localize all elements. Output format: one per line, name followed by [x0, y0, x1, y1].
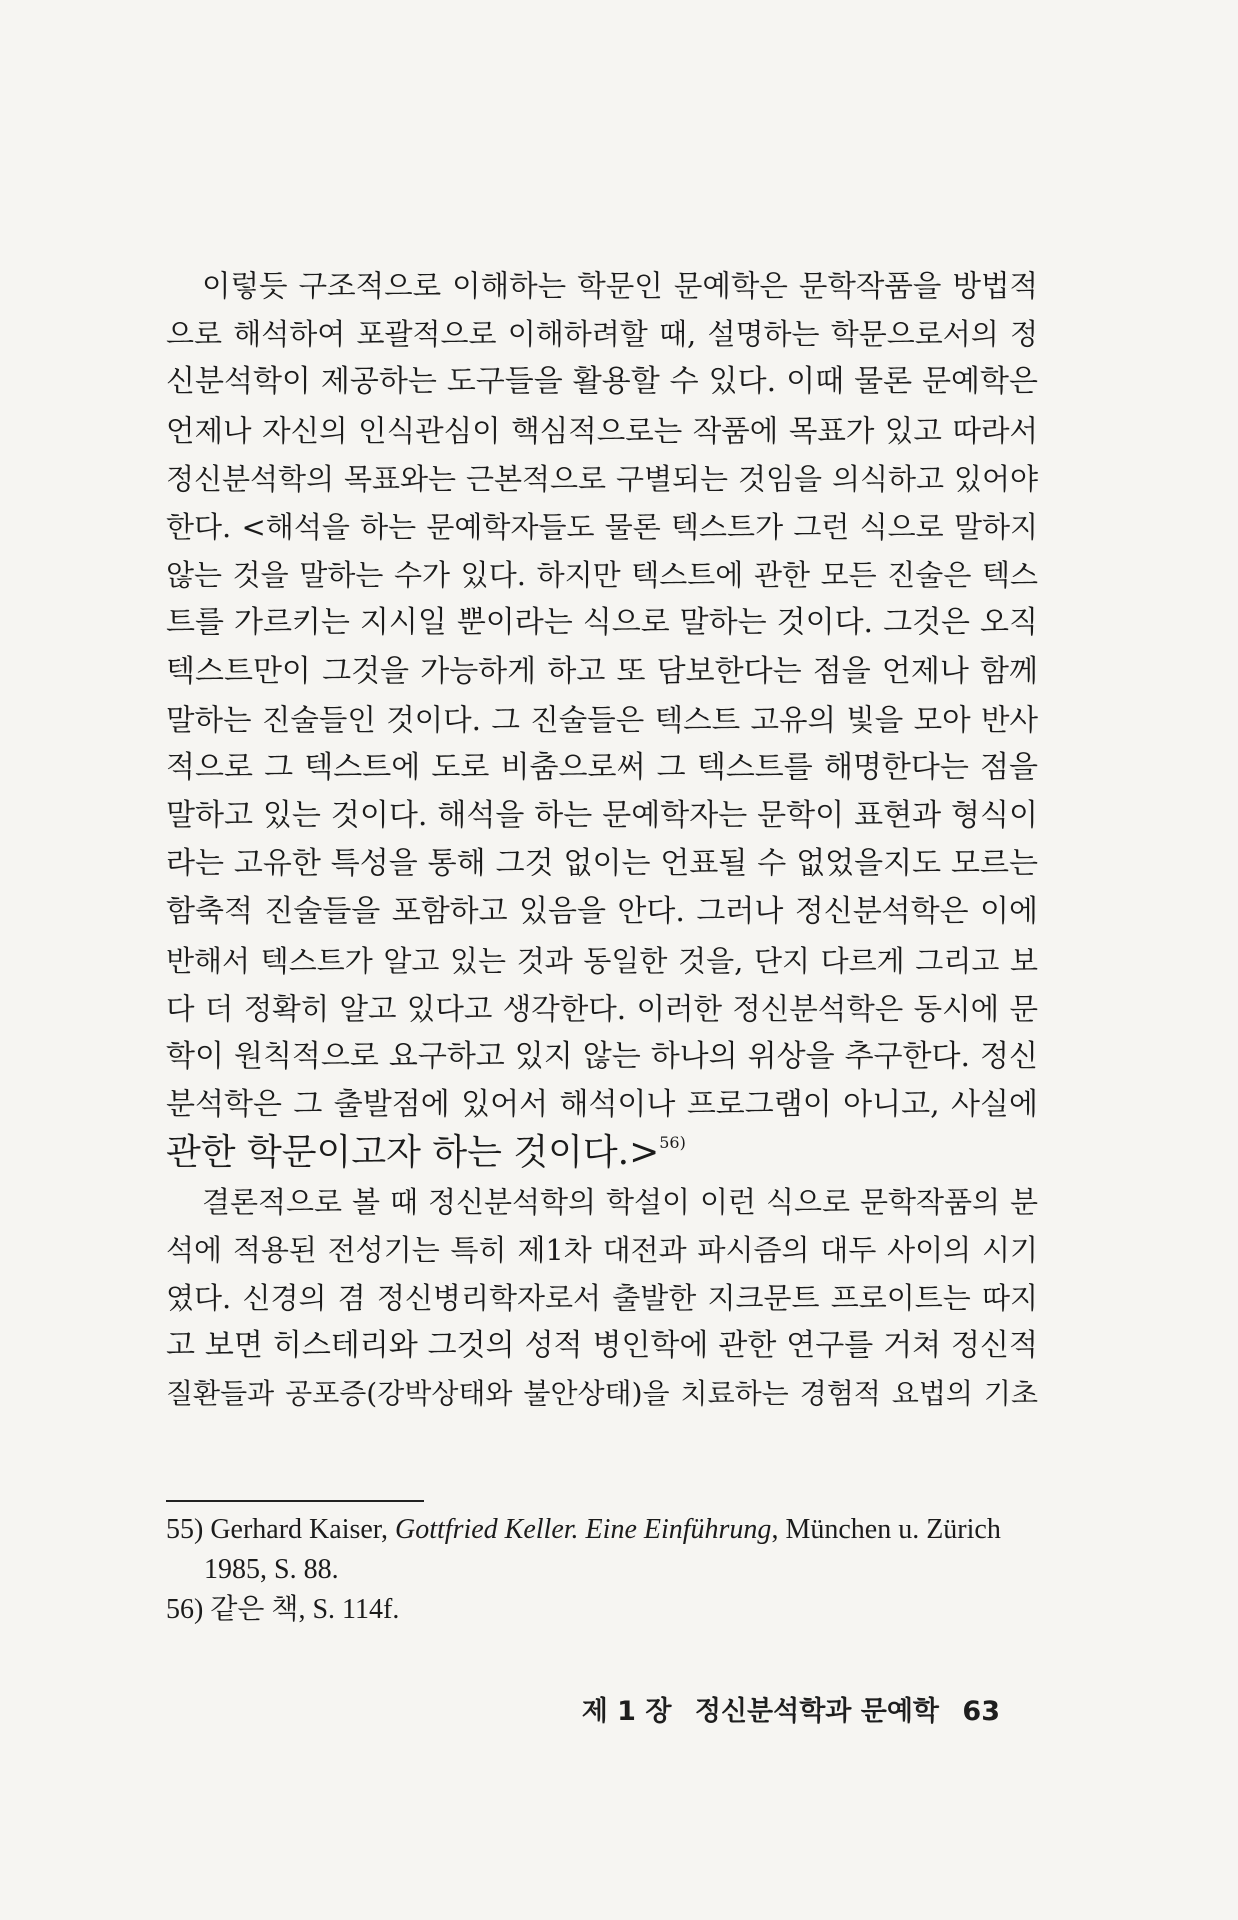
- text-line: 한다. <해석을 하는 문예학자들도 물론 텍스트가 그런 식으로 말하지: [166, 509, 1038, 544]
- text-line: 결론적으로 볼 때 정신분석학의 학설이 이런 식으로 문학작품의 분: [202, 1184, 1038, 1219]
- text-line: 말하고 있는 것이다. 해석을 하는 문예학자는 문학이 표현과 형식이: [166, 798, 1038, 834]
- footnote-divider: [166, 1500, 424, 1502]
- chapter-label: 제 1 장: [581, 1696, 672, 1727]
- text-line: 반해서 텍스트가 알고 있는 것과 동일한 것을, 단지 다르게 그리고 보: [166, 943, 1038, 978]
- page-number: 63: [962, 1696, 1000, 1727]
- footnote-55: [166, 1510, 1046, 1550]
- text-line: 말하는 진술들인 것이다. 그 진술들은 텍스트 고유의 빛을 모아 반사: [166, 702, 1038, 737]
- footnote-56: 56) 같은 책, S. 114f.: [166, 1594, 400, 1625]
- text-line: 트를 가르키는 지시일 뿐이라는 식으로 말하는 것이다. 그것은 오직: [166, 605, 1038, 641]
- text-line: 적으로 그 텍스트에 도로 비춤으로써 그 텍스트를 해명한다는 점을: [166, 749, 1038, 785]
- footnote-book-title: Gottfried Keller. Eine Einführung: [395, 1514, 772, 1545]
- text-line: 함축적 진술들을 포함하고 있음을 안다. 그러나 정신분석학은 이에: [166, 894, 1038, 930]
- text-line: 석에 적용된 전성기는 특히 제1차 대전과 파시즘의 대두 사이의 시기: [166, 1232, 1038, 1267]
- text-line: 였다. 신경의 겸 정신병리학자로서 출발한 지크문트 프로이트는 따지: [166, 1280, 1038, 1315]
- text-line: 관한 학문이고자 하는 것이다.>: [166, 1132, 660, 1174]
- footnotes: [166, 1510, 1046, 1630]
- text-line: 분석학은 그 출발점에 있어서 해석이나 프로그램이 아니고, 사실에: [166, 1087, 1038, 1123]
- footnote-place: , München u. Zürich: [771, 1514, 1001, 1545]
- text-line: 않는 것을 말하는 수가 있다. 하지만 텍스트에 관한 모든 진술은 텍스: [166, 558, 1038, 593]
- text-line: 다 더 정확히 알고 있다고 생각한다. 이러한 정신분석학은 동시에 문: [166, 991, 1038, 1026]
- text-line-with-footnote: [166, 1129, 1038, 1177]
- text-line: 이렇듯 구조적으로 이해하는 학문인 문예학은 문학작품을 방법적: [202, 269, 1038, 303]
- footnote-number: 55): [166, 1514, 204, 1545]
- text-line: 질환들과 공포증(강박상태와 불안상태)을 치료하는 경험적 요법의 기초: [166, 1377, 1038, 1411]
- footnote-author: Gerhard Kaiser,: [210, 1514, 396, 1545]
- text-line: 언제나 자신의 인식관심이 핵심적으로는 작품에 목표가 있고 따라서: [166, 413, 1038, 448]
- running-footer: [582, 1689, 1000, 1728]
- chapter-title: 정신분석학과 문예학: [694, 1696, 940, 1727]
- text-line: 고 보면 히스테리와 그것의 성적 병인학에 관한 연구를 거쳐 정신적: [166, 1328, 1038, 1364]
- footnote-reference[interactable]: 56): [659, 1133, 686, 1153]
- text-line: 라는 고유한 특성을 통해 그것 없이는 언표될 수 없었을지도 모르는: [166, 846, 1038, 882]
- footnote-55-continuation: 1985, S. 88.: [204, 1554, 339, 1585]
- text-line: 신분석학이 제공하는 도구들을 활용할 수 있다. 이때 물론 문예학은: [166, 364, 1038, 400]
- text-line: 으로 해석하여 포괄적으로 이해하려할 때, 설명하는 학문으로서의 정: [166, 317, 1038, 352]
- text-line: 학이 원칙적으로 요구하고 있지 않는 하나의 위상을 추구한다. 정신: [166, 1039, 1038, 1074]
- text-line: 텍스트만이 그것을 가능하게 하고 또 담보한다는 점을 언제나 함께: [166, 653, 1038, 689]
- text-line: 정신분석학의 목표와는 근본적으로 구별되는 것임을 의식하고 있어야: [166, 461, 1038, 496]
- body-text: [166, 262, 1038, 1419]
